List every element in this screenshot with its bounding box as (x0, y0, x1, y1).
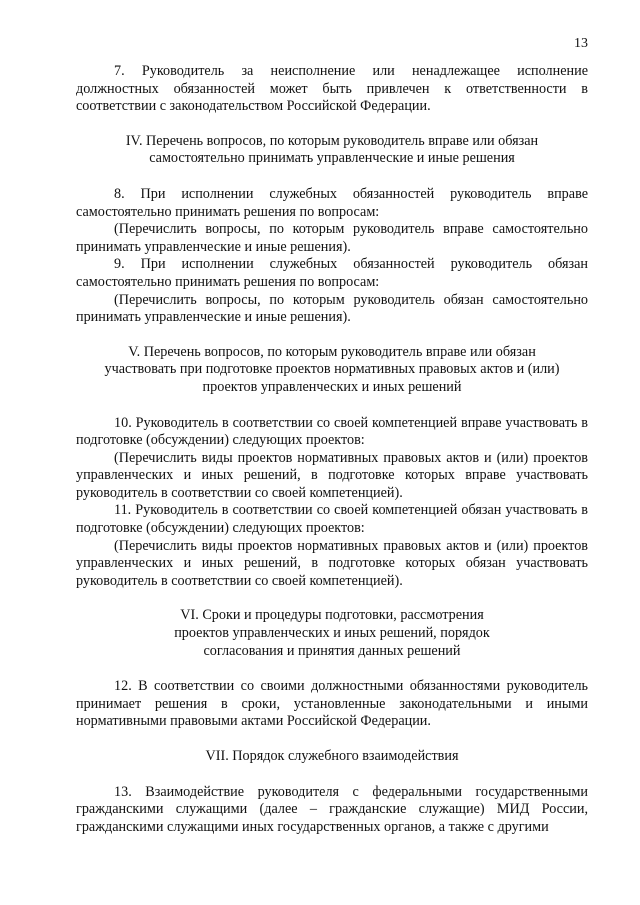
paragraph-10-note: (Перечислить виды проектов нормативных правовых актов и (или) проектов управленческих и иных решений, в подготовке которых вправе участвовать руководитель в соответствии со своей компетенцией). (76, 449, 588, 501)
document-body (76, 63, 588, 836)
paragraph-9: 9. При исполнении служебных обязанностей руководитель обязан самостоятельно принимать решения по вопросам: (76, 256, 588, 290)
section-heading-vi (76, 607, 588, 660)
heading-line: VI. Сроки и процедуры подготовки, рассмотрения (180, 607, 484, 624)
heading-line: IV. Перечень вопросов, по которым руководитель вправе или обязан (125, 132, 539, 149)
section-heading-v (76, 344, 588, 397)
page-number: 13 (574, 36, 588, 51)
paragraph-8: 8. При исполнении служебных обязанностей руководитель вправе самостоятельно принимать решения по вопросам: (76, 185, 588, 220)
heading-line: самостоятельно принимать управленческие и иные решения (149, 150, 515, 167)
section-heading-iv (76, 133, 588, 168)
paragraph-7: 7. Руководитель за неисполнение или ненадлежащее исполнение должностных обязанностей может быть привлечен к ответственности в соответствии с законодательством Российской Федерации. (76, 63, 588, 115)
heading-line: участвовать при подготовке проектов нормативных правовых актов и (или) (104, 361, 560, 378)
section-heading-vii (76, 748, 588, 766)
paragraph-13: 13. Взаимодействие руководителя с федеральными государственными гражданскими служащими (далее – гражданские служащие) МИД России, гражданскими служащими иных государственных органов, а также с другими (76, 783, 588, 835)
paragraph-12: 12. В соответствии со своими должностными обязанностями руководитель принимает решения в сроки, установленные законодательными и иными нормативными правовыми актами Российской Федерации. (76, 678, 588, 730)
paragraph-11-note: (Перечислить виды проектов нормативных правовых актов и (или) проектов управленческих и иных решений, в подготовке которых обязан участвовать руководитель в соответствии со своей компетенцией). (76, 537, 588, 589)
heading-line: согласования и принятия данных решений (203, 642, 461, 659)
paragraph-11: 11. Руководитель в соответствии со своей компетенцией обязан участвовать в подготовке (обсуждении) следующих проектов: (76, 502, 588, 537)
heading-line: проектов управленческих и иных решений, порядок (174, 625, 490, 642)
paragraph-9-note: (Перечислить вопросы, по которым руководитель обязан самостоятельно принимать управленческие и иные решения). (76, 291, 588, 326)
heading-line: проектов управленческих и иных решений (202, 378, 462, 395)
paragraph-10: 10. Руководитель в соответствии со своей компетенцией вправе участвовать в подготовке (обсуждении) следующих проектов: (76, 414, 588, 449)
paragraph-8-note: (Перечислить вопросы, по которым руководитель вправе самостоятельно принимать управленческие и иные решения). (76, 221, 588, 255)
heading-line: V. Перечень вопросов, по которым руководитель вправе или обязан (128, 343, 536, 360)
heading-line: VII. Порядок служебного взаимодействия (205, 748, 459, 764)
